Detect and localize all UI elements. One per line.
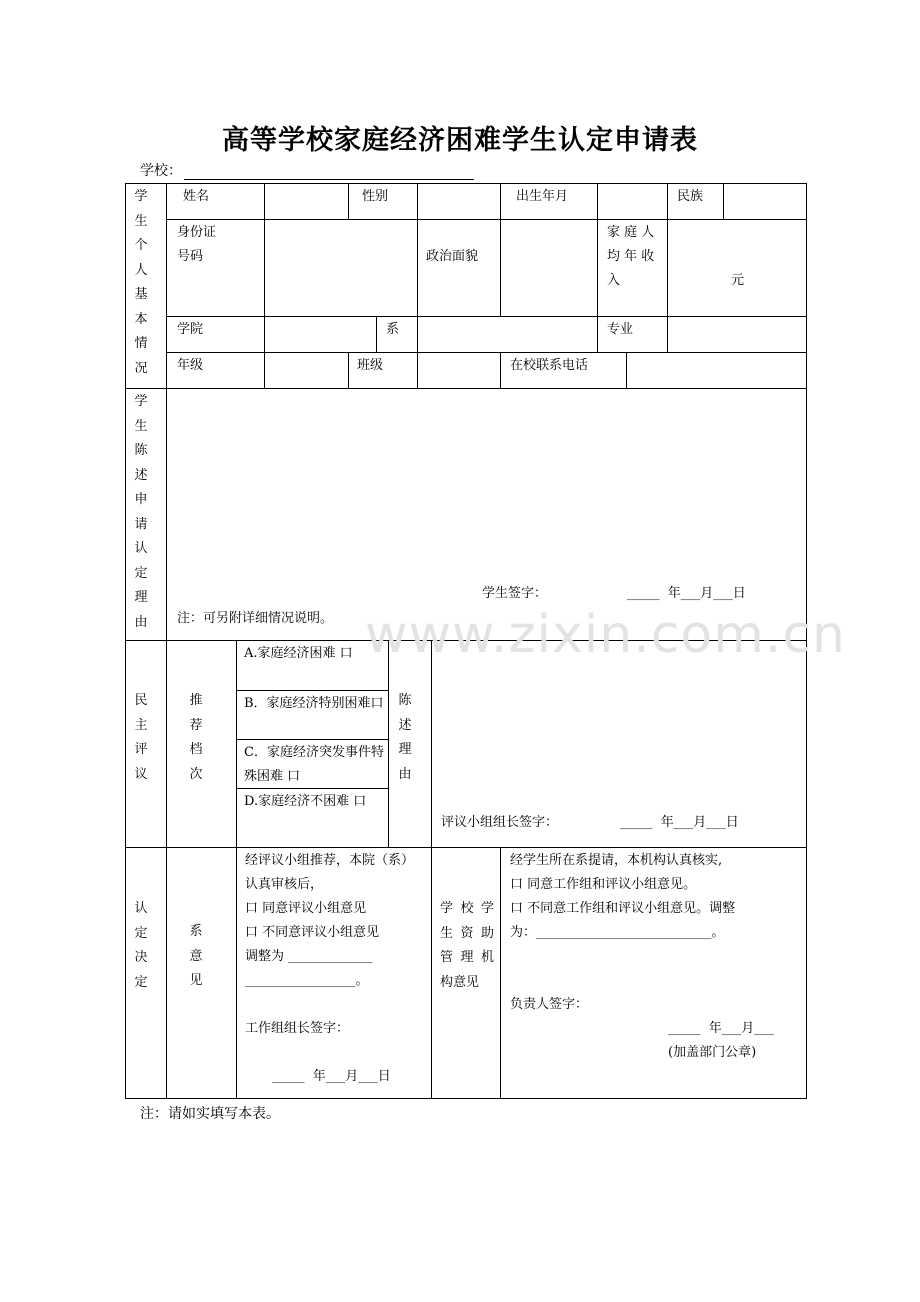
page-title: 高等学校家庭经济困难学生认定申请表 (222, 125, 698, 156)
office-text-line1: 经学生所在系提请，本机构认真核实, (510, 853, 723, 868)
option-d[interactable]: D.家庭经济不困难 口 (244, 794, 367, 809)
dept-agree-option[interactable]: 口 同意评议小组意见 (245, 901, 367, 916)
major-label: 专业 (607, 322, 634, 337)
grade-label: 年级 (177, 358, 204, 373)
option-b[interactable]: B．家庭经济特别困难口 (244, 696, 384, 711)
office-agree-option[interactable]: 口 同意工作组和评议小组意见。 (510, 877, 697, 892)
name-label: 姓名 (183, 189, 210, 204)
statement-section-label: 学生陈述申请认定理由 (134, 394, 148, 630)
income-label-line2: 均 年 收 (607, 249, 655, 264)
office-adjust-line: 为：___________________________。 (510, 925, 725, 940)
school-input-line[interactable] (184, 165, 474, 180)
watermark: www.zixin.com.cn (365, 605, 846, 665)
school-label: 学校： (140, 163, 182, 179)
office-opinion-label: 学 校 学 生 资 助 管 理 机 构意见 (440, 901, 494, 990)
review-leader-signature: 评议小组组长签字： (441, 815, 559, 830)
footer-note: 注：请如实填写本表。 (140, 1106, 280, 1122)
dept-signature: 工作组组长签字： (245, 1021, 350, 1036)
school-field (140, 160, 474, 180)
option-c[interactable]: C．家庭经济突发事件特殊困难 口 (244, 745, 384, 784)
class-label: 班级 (357, 358, 384, 373)
income-label-line1: 家 庭 人 (607, 225, 655, 240)
reason-label: 陈述理由 (398, 693, 412, 782)
income-label-line3: 入 (607, 273, 621, 288)
id-label-line1: 身份证 (177, 225, 217, 240)
office-date: _____ 年___月___ (668, 1021, 774, 1036)
decision-section-label: 认定决定 (134, 901, 148, 990)
office-stamp: (加盖部门公章) (668, 1045, 757, 1060)
id-label-line2: 号码 (177, 249, 204, 264)
college-label: 学院 (177, 322, 204, 337)
ethnicity-label: 民族 (677, 189, 704, 204)
review-date: _____ 年___月___日 (620, 815, 739, 830)
department-label: 系 (386, 322, 400, 337)
dept-opinion-label: 系意见 (189, 924, 203, 988)
statement-note: 注：可另附详细情况说明。 (177, 611, 334, 626)
phone-label: 在校联系电话 (510, 358, 589, 373)
gender-label: 性别 (362, 189, 389, 204)
student-signature-date: _____ 年___月___日 (627, 586, 746, 601)
office-disagree-option[interactable]: 口 不同意工作组和评议小组意见。调整 (510, 901, 736, 916)
review-section-label: 民主评议 (134, 693, 148, 782)
dept-adjust-line1: 调整为 _____________ (245, 949, 373, 964)
income-unit: 元 (731, 273, 745, 288)
political-label: 政治面貌 (426, 249, 479, 264)
recommend-level-label: 推荐档次 (189, 693, 203, 782)
option-a[interactable]: A.家庭经济困难 口 (244, 646, 353, 661)
dept-text-line2: 认真审核后， (245, 877, 324, 892)
birth-label: 出生年月 (516, 189, 569, 204)
basic-info-section-label: 学生个人基本情况 (134, 189, 148, 376)
dept-text-line1: 经评议小组推荐，本院（系） (245, 853, 415, 868)
student-signature-label: 学生签字： (482, 586, 548, 601)
dept-adjust-line2: _________________。 (245, 973, 369, 988)
office-signature: 负责人签字： (510, 997, 589, 1012)
dept-date: _____ 年___月___日 (272, 1069, 391, 1084)
dept-disagree-option[interactable]: 口 不同意评议小组意见 (245, 925, 380, 940)
